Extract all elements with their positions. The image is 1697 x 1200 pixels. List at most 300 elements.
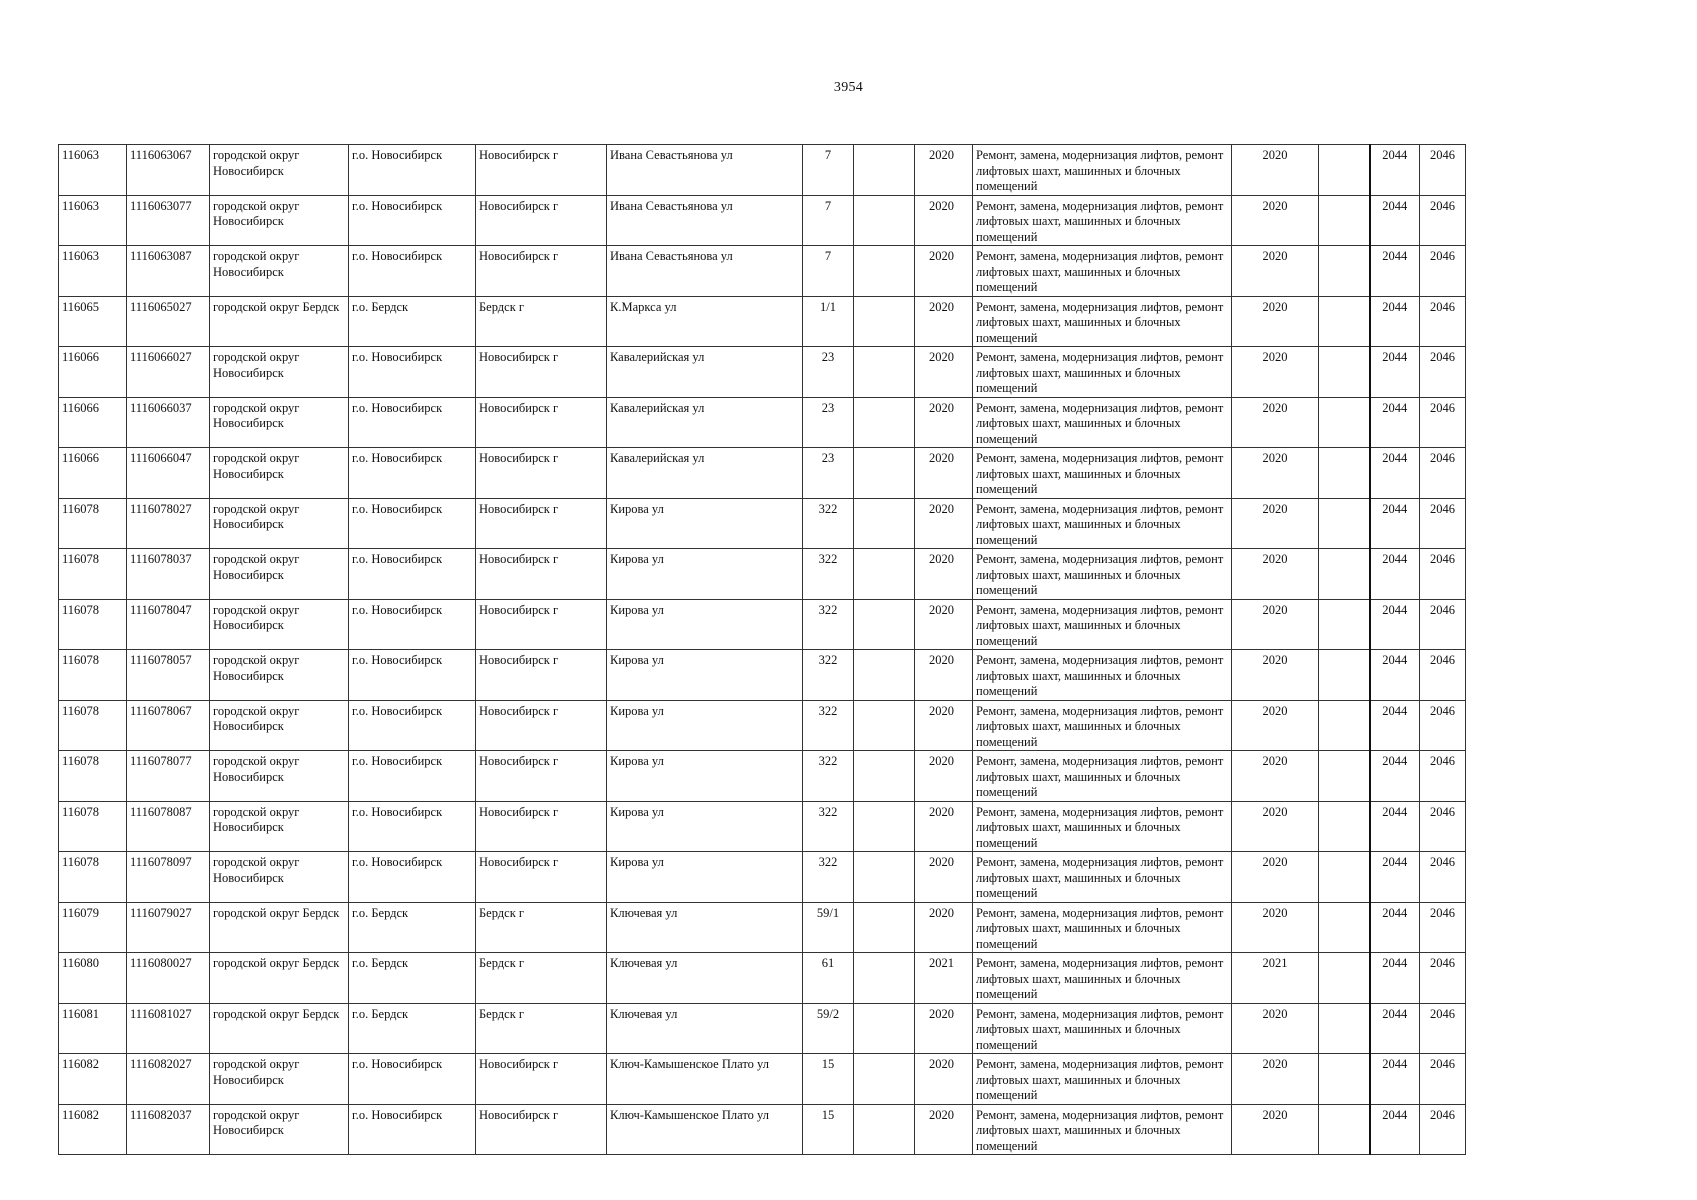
planned-year-cell: 2044 bbox=[1370, 852, 1420, 903]
element-code-cell: 1116080027 bbox=[127, 953, 210, 1004]
city-cell: Новосибирск г bbox=[476, 498, 607, 549]
year-cell: 2020 bbox=[915, 145, 973, 196]
object-id-cell: 116078 bbox=[59, 751, 127, 802]
empty-cell bbox=[854, 1003, 915, 1054]
work-type-cell: Ремонт, замена, модернизация лифтов, ремонт лифтовых шахт, машинных и блочных помещений bbox=[973, 801, 1232, 852]
registry-table bbox=[58, 144, 1466, 1155]
empty-cell bbox=[854, 599, 915, 650]
district-cell: городской округ Новосибирск bbox=[210, 1104, 349, 1155]
street-cell: Ключевая ул bbox=[607, 953, 803, 1004]
element-code-cell: 1116066037 bbox=[127, 397, 210, 448]
house-number-cell: 23 bbox=[803, 448, 854, 499]
planned-year-end-cell: 2046 bbox=[1420, 347, 1466, 398]
street-cell: Кавалерийская ул bbox=[607, 347, 803, 398]
work-type-cell: Ремонт, замена, модернизация лифтов, ремонт лифтовых шахт, машинных и блочных помещений bbox=[973, 650, 1232, 701]
city-cell: Новосибирск г bbox=[476, 195, 607, 246]
planned-year-cell: 2044 bbox=[1370, 751, 1420, 802]
table-row bbox=[59, 852, 1466, 903]
table-row bbox=[59, 751, 1466, 802]
element-code-cell: 1116063067 bbox=[127, 145, 210, 196]
municipality-cell: г.о. Бердск bbox=[349, 1003, 476, 1054]
year-cell: 2020 bbox=[915, 448, 973, 499]
municipality-cell: г.о. Новосибирск bbox=[349, 1054, 476, 1105]
municipality-cell: г.о. Новосибирск bbox=[349, 599, 476, 650]
object-id-cell: 116078 bbox=[59, 498, 127, 549]
object-id-cell: 116066 bbox=[59, 448, 127, 499]
municipality-cell: г.о. Новосибирск bbox=[349, 549, 476, 600]
empty-cell bbox=[1319, 700, 1370, 751]
house-number-cell: 7 bbox=[803, 246, 854, 297]
year-cell: 2020 bbox=[915, 347, 973, 398]
element-code-cell: 1116078027 bbox=[127, 498, 210, 549]
planned-year-end-cell: 2046 bbox=[1420, 246, 1466, 297]
empty-cell bbox=[1319, 397, 1370, 448]
year-cell: 2021 bbox=[915, 953, 973, 1004]
district-cell: городской округ Новосибирск bbox=[210, 549, 349, 600]
work-year-cell: 2020 bbox=[1232, 498, 1319, 549]
house-number-cell: 59/1 bbox=[803, 902, 854, 953]
work-year-cell: 2020 bbox=[1232, 549, 1319, 600]
year-cell: 2020 bbox=[915, 902, 973, 953]
district-cell: городской округ Новосибирск bbox=[210, 852, 349, 903]
empty-cell bbox=[854, 1054, 915, 1105]
city-cell: Новосибирск г bbox=[476, 246, 607, 297]
empty-cell bbox=[1319, 498, 1370, 549]
object-id-cell: 116078 bbox=[59, 852, 127, 903]
element-code-cell: 1116078087 bbox=[127, 801, 210, 852]
city-cell: Новосибирск г bbox=[476, 650, 607, 701]
planned-year-end-cell: 2046 bbox=[1420, 1104, 1466, 1155]
work-year-cell: 2020 bbox=[1232, 801, 1319, 852]
work-type-cell: Ремонт, замена, модернизация лифтов, ремонт лифтовых шахт, машинных и блочных помещений bbox=[973, 751, 1232, 802]
work-type-cell: Ремонт, замена, модернизация лифтов, ремонт лифтовых шахт, машинных и блочных помещений bbox=[973, 1054, 1232, 1105]
table-row bbox=[59, 246, 1466, 297]
table-row bbox=[59, 801, 1466, 852]
empty-cell bbox=[854, 145, 915, 196]
table-row bbox=[59, 296, 1466, 347]
empty-cell bbox=[1319, 751, 1370, 802]
year-cell: 2020 bbox=[915, 1104, 973, 1155]
work-type-cell: Ремонт, замена, модернизация лифтов, ремонт лифтовых шахт, машинных и блочных помещений bbox=[973, 498, 1232, 549]
empty-cell bbox=[854, 448, 915, 499]
element-code-cell: 1116078067 bbox=[127, 700, 210, 751]
district-cell: городской округ Новосибирск bbox=[210, 650, 349, 701]
element-code-cell: 1116063077 bbox=[127, 195, 210, 246]
object-id-cell: 116066 bbox=[59, 397, 127, 448]
work-type-cell: Ремонт, замена, модернизация лифтов, ремонт лифтовых шахт, машинных и блочных помещений bbox=[973, 296, 1232, 347]
work-year-cell: 2020 bbox=[1232, 1054, 1319, 1105]
year-cell: 2020 bbox=[915, 599, 973, 650]
planned-year-end-cell: 2046 bbox=[1420, 902, 1466, 953]
street-cell: Кирова ул bbox=[607, 852, 803, 903]
page-number: 3954 bbox=[833, 80, 864, 95]
object-id-cell: 116078 bbox=[59, 801, 127, 852]
district-cell: городской округ Новосибирск bbox=[210, 700, 349, 751]
city-cell: Новосибирск г bbox=[476, 751, 607, 802]
municipality-cell: г.о. Новосибирск bbox=[349, 397, 476, 448]
planned-year-cell: 2044 bbox=[1370, 650, 1420, 701]
table-row bbox=[59, 700, 1466, 751]
planned-year-cell: 2044 bbox=[1370, 953, 1420, 1004]
work-year-cell: 2020 bbox=[1232, 448, 1319, 499]
empty-cell bbox=[854, 397, 915, 448]
year-cell: 2020 bbox=[915, 852, 973, 903]
city-cell: Новосибирск г bbox=[476, 145, 607, 196]
house-number-cell: 322 bbox=[803, 852, 854, 903]
work-type-cell: Ремонт, замена, модернизация лифтов, ремонт лифтовых шахт, машинных и блочных помещений bbox=[973, 448, 1232, 499]
element-code-cell: 1116082027 bbox=[127, 1054, 210, 1105]
district-cell: городской округ Новосибирск bbox=[210, 751, 349, 802]
house-number-cell: 7 bbox=[803, 145, 854, 196]
city-cell: Новосибирск г bbox=[476, 397, 607, 448]
district-cell: городской округ Новосибирск bbox=[210, 1054, 349, 1105]
street-cell: Кирова ул bbox=[607, 751, 803, 802]
work-year-cell: 2020 bbox=[1232, 650, 1319, 701]
district-cell: городской округ Бердск bbox=[210, 1003, 349, 1054]
work-year-cell: 2020 bbox=[1232, 852, 1319, 903]
work-type-cell: Ремонт, замена, модернизация лифтов, ремонт лифтовых шахт, машинных и блочных помещений bbox=[973, 246, 1232, 297]
empty-cell bbox=[854, 751, 915, 802]
planned-year-end-cell: 2046 bbox=[1420, 195, 1466, 246]
city-cell: Новосибирск г bbox=[476, 700, 607, 751]
table-row bbox=[59, 599, 1466, 650]
street-cell: Ключевая ул bbox=[607, 902, 803, 953]
planned-year-cell: 2044 bbox=[1370, 700, 1420, 751]
empty-cell bbox=[1319, 599, 1370, 650]
element-code-cell: 1116081027 bbox=[127, 1003, 210, 1054]
house-number-cell: 23 bbox=[803, 347, 854, 398]
table-row bbox=[59, 347, 1466, 398]
year-cell: 2020 bbox=[915, 246, 973, 297]
planned-year-end-cell: 2046 bbox=[1420, 549, 1466, 600]
planned-year-end-cell: 2046 bbox=[1420, 1003, 1466, 1054]
empty-cell bbox=[1319, 296, 1370, 347]
year-cell: 2020 bbox=[915, 751, 973, 802]
object-id-cell: 116063 bbox=[59, 246, 127, 297]
year-cell: 2020 bbox=[915, 801, 973, 852]
object-id-cell: 116082 bbox=[59, 1104, 127, 1155]
planned-year-cell: 2044 bbox=[1370, 347, 1420, 398]
district-cell: городской округ Бердск bbox=[210, 296, 349, 347]
object-id-cell: 116063 bbox=[59, 145, 127, 196]
street-cell: Кирова ул bbox=[607, 801, 803, 852]
municipality-cell: г.о. Новосибирск bbox=[349, 751, 476, 802]
empty-cell bbox=[854, 1104, 915, 1155]
table-row bbox=[59, 397, 1466, 448]
street-cell: Ключ-Камышенское Плато ул bbox=[607, 1104, 803, 1155]
work-type-cell: Ремонт, замена, модернизация лифтов, ремонт лифтовых шахт, машинных и блочных помещений bbox=[973, 145, 1232, 196]
municipality-cell: г.о. Новосибирск bbox=[349, 1104, 476, 1155]
object-id-cell: 116078 bbox=[59, 549, 127, 600]
city-cell: Бердск г bbox=[476, 953, 607, 1004]
planned-year-end-cell: 2046 bbox=[1420, 397, 1466, 448]
work-year-cell: 2020 bbox=[1232, 397, 1319, 448]
empty-cell bbox=[1319, 448, 1370, 499]
table-row bbox=[59, 1003, 1466, 1054]
district-cell: городской округ Новосибирск bbox=[210, 397, 349, 448]
planned-year-end-cell: 2046 bbox=[1420, 751, 1466, 802]
city-cell: Новосибирск г bbox=[476, 801, 607, 852]
house-number-cell: 61 bbox=[803, 953, 854, 1004]
year-cell: 2020 bbox=[915, 1054, 973, 1105]
empty-cell bbox=[854, 549, 915, 600]
work-type-cell: Ремонт, замена, модернизация лифтов, ремонт лифтовых шахт, машинных и блочных помещений bbox=[973, 1104, 1232, 1155]
house-number-cell: 322 bbox=[803, 650, 854, 701]
planned-year-cell: 2044 bbox=[1370, 801, 1420, 852]
table-row bbox=[59, 448, 1466, 499]
object-id-cell: 116078 bbox=[59, 650, 127, 701]
planned-year-end-cell: 2046 bbox=[1420, 296, 1466, 347]
municipality-cell: г.о. Бердск bbox=[349, 296, 476, 347]
street-cell: Кавалерийская ул bbox=[607, 448, 803, 499]
house-number-cell: 322 bbox=[803, 498, 854, 549]
work-type-cell: Ремонт, замена, модернизация лифтов, ремонт лифтовых шахт, машинных и блочных помещений bbox=[973, 852, 1232, 903]
city-cell: Бердск г bbox=[476, 1003, 607, 1054]
district-cell: городской округ Бердск bbox=[210, 953, 349, 1004]
empty-cell bbox=[1319, 195, 1370, 246]
municipality-cell: г.о. Бердск bbox=[349, 953, 476, 1004]
empty-cell bbox=[1319, 902, 1370, 953]
object-id-cell: 116078 bbox=[59, 700, 127, 751]
planned-year-cell: 2044 bbox=[1370, 549, 1420, 600]
planned-year-end-cell: 2046 bbox=[1420, 801, 1466, 852]
planned-year-cell: 2044 bbox=[1370, 1003, 1420, 1054]
empty-cell bbox=[854, 953, 915, 1004]
element-code-cell: 1116078047 bbox=[127, 599, 210, 650]
planned-year-end-cell: 2046 bbox=[1420, 700, 1466, 751]
object-id-cell: 116082 bbox=[59, 1054, 127, 1105]
municipality-cell: г.о. Новосибирск bbox=[349, 852, 476, 903]
work-type-cell: Ремонт, замена, модернизация лифтов, ремонт лифтовых шахт, машинных и блочных помещений bbox=[973, 953, 1232, 1004]
element-code-cell: 1116079027 bbox=[127, 902, 210, 953]
empty-cell bbox=[1319, 1104, 1370, 1155]
empty-cell bbox=[854, 347, 915, 398]
street-cell: Кирова ул bbox=[607, 549, 803, 600]
object-id-cell: 116081 bbox=[59, 1003, 127, 1054]
element-code-cell: 1116082037 bbox=[127, 1104, 210, 1155]
element-code-cell: 1116066047 bbox=[127, 448, 210, 499]
planned-year-cell: 2044 bbox=[1370, 397, 1420, 448]
empty-cell bbox=[1319, 1003, 1370, 1054]
planned-year-cell: 2044 bbox=[1370, 1104, 1420, 1155]
table-row bbox=[59, 902, 1466, 953]
planned-year-end-cell: 2046 bbox=[1420, 650, 1466, 701]
house-number-cell: 322 bbox=[803, 700, 854, 751]
empty-cell bbox=[854, 650, 915, 701]
district-cell: городской округ Новосибирск bbox=[210, 347, 349, 398]
registry-table-body bbox=[59, 145, 1466, 1155]
empty-cell bbox=[1319, 246, 1370, 297]
planned-year-cell: 2044 bbox=[1370, 1054, 1420, 1105]
district-cell: городской округ Новосибирск bbox=[210, 195, 349, 246]
element-code-cell: 1116066027 bbox=[127, 347, 210, 398]
year-cell: 2020 bbox=[915, 296, 973, 347]
work-year-cell: 2020 bbox=[1232, 1104, 1319, 1155]
work-type-cell: Ремонт, замена, модернизация лифтов, ремонт лифтовых шахт, машинных и блочных помещений bbox=[973, 195, 1232, 246]
district-cell: городской округ Новосибирск bbox=[210, 246, 349, 297]
planned-year-end-cell: 2046 bbox=[1420, 852, 1466, 903]
empty-cell bbox=[1319, 549, 1370, 600]
work-year-cell: 2020 bbox=[1232, 599, 1319, 650]
element-code-cell: 1116078077 bbox=[127, 751, 210, 802]
planned-year-end-cell: 2046 bbox=[1420, 145, 1466, 196]
street-cell: Кирова ул bbox=[607, 498, 803, 549]
empty-cell bbox=[854, 852, 915, 903]
element-code-cell: 1116063087 bbox=[127, 246, 210, 297]
planned-year-cell: 2044 bbox=[1370, 246, 1420, 297]
city-cell: Новосибирск г bbox=[476, 599, 607, 650]
planned-year-cell: 2044 bbox=[1370, 902, 1420, 953]
planned-year-cell: 2044 bbox=[1370, 599, 1420, 650]
empty-cell bbox=[1319, 145, 1370, 196]
municipality-cell: г.о. Новосибирск bbox=[349, 801, 476, 852]
element-code-cell: 1116065027 bbox=[127, 296, 210, 347]
work-year-cell: 2020 bbox=[1232, 902, 1319, 953]
house-number-cell: 15 bbox=[803, 1104, 854, 1155]
planned-year-cell: 2044 bbox=[1370, 448, 1420, 499]
house-number-cell: 7 bbox=[803, 195, 854, 246]
table-row bbox=[59, 650, 1466, 701]
municipality-cell: г.о. Новосибирск bbox=[349, 347, 476, 398]
year-cell: 2020 bbox=[915, 195, 973, 246]
district-cell: городской округ Новосибирск bbox=[210, 599, 349, 650]
house-number-cell: 322 bbox=[803, 801, 854, 852]
work-type-cell: Ремонт, замена, модернизация лифтов, ремонт лифтовых шахт, машинных и блочных помещений bbox=[973, 397, 1232, 448]
city-cell: Новосибирск г bbox=[476, 1104, 607, 1155]
object-id-cell: 116063 bbox=[59, 195, 127, 246]
table-row bbox=[59, 145, 1466, 196]
street-cell: Ключевая ул bbox=[607, 1003, 803, 1054]
empty-cell bbox=[854, 902, 915, 953]
municipality-cell: г.о. Новосибирск bbox=[349, 145, 476, 196]
city-cell: Бердск г bbox=[476, 296, 607, 347]
empty-cell bbox=[854, 700, 915, 751]
work-type-cell: Ремонт, замена, модернизация лифтов, ремонт лифтовых шахт, машинных и блочных помещений bbox=[973, 1003, 1232, 1054]
planned-year-cell: 2044 bbox=[1370, 195, 1420, 246]
planned-year-end-cell: 2046 bbox=[1420, 498, 1466, 549]
municipality-cell: г.о. Новосибирск bbox=[349, 195, 476, 246]
house-number-cell: 23 bbox=[803, 397, 854, 448]
object-id-cell: 116066 bbox=[59, 347, 127, 398]
element-code-cell: 1116078057 bbox=[127, 650, 210, 701]
street-cell: К.Маркса ул bbox=[607, 296, 803, 347]
table-row bbox=[59, 953, 1466, 1004]
planned-year-end-cell: 2046 bbox=[1420, 1054, 1466, 1105]
planned-year-end-cell: 2046 bbox=[1420, 953, 1466, 1004]
street-cell: Ивана Севастьянова ул bbox=[607, 145, 803, 196]
year-cell: 2020 bbox=[915, 498, 973, 549]
house-number-cell: 59/2 bbox=[803, 1003, 854, 1054]
street-cell: Кавалерийская ул bbox=[607, 397, 803, 448]
house-number-cell: 322 bbox=[803, 751, 854, 802]
city-cell: Новосибирск г bbox=[476, 347, 607, 398]
empty-cell bbox=[854, 296, 915, 347]
street-cell: Кирова ул bbox=[607, 650, 803, 701]
object-id-cell: 116079 bbox=[59, 902, 127, 953]
work-year-cell: 2020 bbox=[1232, 145, 1319, 196]
municipality-cell: г.о. Новосибирск bbox=[349, 650, 476, 701]
element-code-cell: 1116078097 bbox=[127, 852, 210, 903]
work-type-cell: Ремонт, замена, модернизация лифтов, ремонт лифтовых шахт, машинных и блочных помещений bbox=[973, 599, 1232, 650]
empty-cell bbox=[854, 801, 915, 852]
table-row bbox=[59, 195, 1466, 246]
empty-cell bbox=[1319, 347, 1370, 398]
year-cell: 2020 bbox=[915, 700, 973, 751]
work-year-cell: 2020 bbox=[1232, 296, 1319, 347]
work-year-cell: 2020 bbox=[1232, 1003, 1319, 1054]
city-cell: Новосибирск г bbox=[476, 549, 607, 600]
street-cell: Ивана Севастьянова ул bbox=[607, 195, 803, 246]
empty-cell bbox=[1319, 650, 1370, 701]
empty-cell bbox=[1319, 801, 1370, 852]
planned-year-end-cell: 2046 bbox=[1420, 448, 1466, 499]
element-code-cell: 1116078037 bbox=[127, 549, 210, 600]
work-type-cell: Ремонт, замена, модернизация лифтов, ремонт лифтовых шахт, машинных и блочных помещений bbox=[973, 549, 1232, 600]
planned-year-cell: 2044 bbox=[1370, 498, 1420, 549]
municipality-cell: г.о. Новосибирск bbox=[349, 700, 476, 751]
object-id-cell: 116078 bbox=[59, 599, 127, 650]
work-year-cell: 2020 bbox=[1232, 700, 1319, 751]
district-cell: городской округ Новосибирск bbox=[210, 145, 349, 196]
table-row bbox=[59, 1054, 1466, 1105]
empty-cell bbox=[1319, 852, 1370, 903]
table-row bbox=[59, 1104, 1466, 1155]
district-cell: городской округ Новосибирск bbox=[210, 448, 349, 499]
city-cell: Новосибирск г bbox=[476, 852, 607, 903]
year-cell: 2020 bbox=[915, 650, 973, 701]
house-number-cell: 322 bbox=[803, 549, 854, 600]
work-year-cell: 2020 bbox=[1232, 347, 1319, 398]
work-year-cell: 2020 bbox=[1232, 751, 1319, 802]
municipality-cell: г.о. Новосибирск bbox=[349, 498, 476, 549]
table-row bbox=[59, 549, 1466, 600]
object-id-cell: 116080 bbox=[59, 953, 127, 1004]
street-cell: Кирова ул bbox=[607, 700, 803, 751]
work-type-cell: Ремонт, замена, модернизация лифтов, ремонт лифтовых шахт, машинных и блочных помещений bbox=[973, 902, 1232, 953]
work-type-cell: Ремонт, замена, модернизация лифтов, ремонт лифтовых шахт, машинных и блочных помещений bbox=[973, 700, 1232, 751]
house-number-cell: 322 bbox=[803, 599, 854, 650]
municipality-cell: г.о. Новосибирск bbox=[349, 448, 476, 499]
year-cell: 2020 bbox=[915, 1003, 973, 1054]
object-id-cell: 116065 bbox=[59, 296, 127, 347]
street-cell: Ивана Севастьянова ул bbox=[607, 246, 803, 297]
city-cell: Бердск г bbox=[476, 902, 607, 953]
district-cell: городской округ Новосибирск bbox=[210, 801, 349, 852]
district-cell: городской округ Бердск bbox=[210, 902, 349, 953]
empty-cell bbox=[854, 195, 915, 246]
empty-cell bbox=[1319, 1054, 1370, 1105]
city-cell: Новосибирск г bbox=[476, 1054, 607, 1105]
planned-year-cell: 2044 bbox=[1370, 145, 1420, 196]
empty-cell bbox=[854, 498, 915, 549]
planned-year-end-cell: 2046 bbox=[1420, 599, 1466, 650]
district-cell: городской округ Новосибирск bbox=[210, 498, 349, 549]
city-cell: Новосибирск г bbox=[476, 448, 607, 499]
year-cell: 2020 bbox=[915, 549, 973, 600]
work-year-cell: 2020 bbox=[1232, 195, 1319, 246]
empty-cell bbox=[854, 246, 915, 297]
empty-cell bbox=[1319, 953, 1370, 1004]
house-number-cell: 1/1 bbox=[803, 296, 854, 347]
street-cell: Ключ-Камышенское Плато ул bbox=[607, 1054, 803, 1105]
house-number-cell: 15 bbox=[803, 1054, 854, 1105]
work-year-cell: 2020 bbox=[1232, 246, 1319, 297]
year-cell: 2020 bbox=[915, 397, 973, 448]
table-row bbox=[59, 498, 1466, 549]
work-year-cell: 2021 bbox=[1232, 953, 1319, 1004]
planned-year-cell: 2044 bbox=[1370, 296, 1420, 347]
work-type-cell: Ремонт, замена, модернизация лифтов, ремонт лифтовых шахт, машинных и блочных помещений bbox=[973, 347, 1232, 398]
